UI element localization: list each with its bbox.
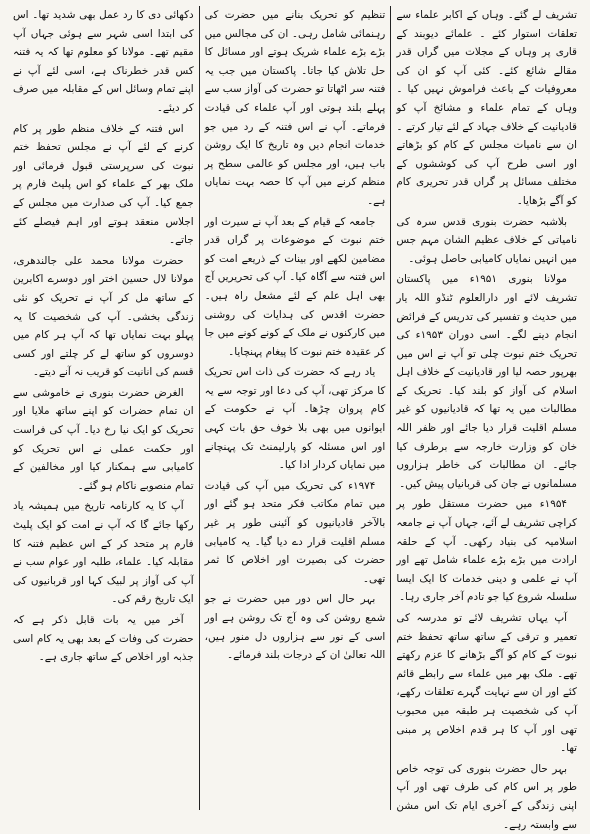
paragraph: حضرت مولانا محمد علی جالندھری، مولانا لال حسین اختر اور دوسرے اکابرین کے ساتھ مل کر آپ نے تحریک کو نئی زندگی بخشی۔ آپ کی شخصیت کا یہ پہلو بہت نمایاں تھا کہ آپ ہر کام میں دوسروں کو ساتھ لے کر چلتے اور کسی قسم کی انانیت کو قریب نہ آنے دیتے۔	[12, 254, 194, 379]
paragraph: مولانا بنوری ۱۹۵۱ء میں پاکستان تشریف لائے اور دارالعلوم ٹنڈو اللہ یار میں حدیث و تفسیر کی تدریس کے فرائض انجام دینے لگے۔ اسی دوران ۱۹۵۳ء کی تحریک ختم نبوت چلی تو آپ نے اس میں بھرپور حصہ لیا اور قادیانیت کے خلاف اہل اسلام کی آواز کو بلند کیا۔ تحریک کے مطالبات میں یہ تھا کہ قادیانیوں کو غیر مسلم اقلیت قرار دیا جائے اور ظفر اللہ خان کو وزارت خارجہ سے برطرف کیا جائے۔ ان مطالبات کی خاطر ہزاروں مسلمانوں نے جان کی قربانیاں پیش کیں۔	[396, 273, 578, 490]
column-left	[8, 6, 200, 810]
paragraph: آخر میں یہ بات قابل ذکر ہے کہ حضرت کی وفات کے بعد بھی یہ کام اسی جذبہ اور اخلاص کے ساتھ جاری ہے۔	[12, 614, 194, 664]
paragraph: تشریف لے گئے۔ وہاں کے اکابر علماء سے تعلقات استوار کئے ۔ علمائے دیوبند کے قاری پر وہاں کے مجلات میں گراں قدر مقالے شائع کئے۔ کئی آپ کو ان کی معروفیات کے باعث فراموش نہیں کیا ۔ وہاں کے تمام علماء و مشائخ آپ کو قادیانیت کے خلاف جہاد کے لئے تیار کرتے ۔ ان سے نامیات مجلس کے کام کو بڑھاتے اور اسی طرح آپ کی کوششوں کے مختلف مسائل پر گراں قدر تحریری کام کو آگے بڑھایا۔	[396, 9, 577, 207]
paragraph: الغرض حضرت بنوری نے خاموشی سے ان تمام حضرات کو اپنے ساتھ ملایا اور تحریک کو ایک نیا رخ دیا۔ آپ کی فراست اور حکمت عملی نے اس تحریک کو کامیابی سے ہمکنار کیا اور مخالفین کے تمام منصوبے ناکام ہو گئے۔	[12, 386, 194, 492]
paragraph: جامعہ کے قیام کے بعد آپ نے سیرت اور ختم نبوت کے موضوعات پر گراں قدر مضامین لکھے اور بینات کے ذریعے امت کو اس فتنہ سے آگاہ کیا۔ آپ کی تحریریں آج بھی اہل علم کے لئے مشعل راہ ہیں۔ حضرت اقدس کی ہدایات کی روشنی میں کارکنوں نے ملک کے کونے کونے میں جا کر عقیدہ ختم نبوت کا پیغام پہنچایا۔	[204, 215, 386, 358]
paragraph: تنظیم کو تحریک بنانے میں حضرت کی رہنمائی شامل رہی۔ ان کی مجالس میں بڑے بڑے علماء شریک ہوتے اور مسائل کا حل تلاش کیا جاتا۔ پاکستان میں جب یہ فتنہ سر اٹھاتا تو حضرت کی آواز سب سے پہلے بلند ہوتی اور آپ علماء کی قیادت فرماتے۔ آپ نے اس فتنہ کے رد میں جو خدمات انجام دیں وہ تاریخ کا ایک روشن باب ہیں، اور مجلس کو عالمی سطح پر منظم کرنے میں آپ کا حصہ بہت نمایاں ہے۔	[204, 9, 386, 207]
paragraph: دکھائی دی کا رد عمل بھی شدید تھا۔ اس کی ابتدا اسی شہر سے ہوئی جہاں آپ مقیم تھے۔ مولانا کو معلوم تھا کہ یہ فتنہ کس قدر خطرناک ہے، اسی لئے آپ نے اپنے تمام وسائل اس کے مقابلہ میں صرف کر دیئے۔	[12, 9, 194, 114]
text-columns	[8, 6, 582, 831]
paragraph: ۱۹۵۴ء میں حضرت مستقل طور پر کراچی تشریف لے آئے، جہاں آپ نے جامعہ اسلامیہ کی بنیاد رکھی۔ آپ کے حلقہ ارادت میں بڑے بڑے علماء شامل تھے اور آپ نے علمی و دینی خدمات کا ایک ایسا سلسلہ شروع کیا جو تادم آخر جاری رہا۔	[396, 498, 577, 604]
paragraph: بلاشبہ حضرت بنوری قدس سرہ کی نامیاتی کے خلاف عظیم الشان مہم جس میں انہیں نمایاں کامیابی حاصل ہوئی۔	[396, 215, 577, 265]
paragraph: ۱۹۷۴ء کی تحریک میں آپ کی قیادت میں تمام مکاتب فکر متحد ہو گئے اور بالآخر قادیانیوں کو آئینی طور پر غیر مسلم اقلیت قرار دے دیا گیا۔ یہ کامیابی حضرت کی بصیرت اور اخلاص کا ثمر تھی۔	[204, 479, 386, 585]
paragraph: اس فتنہ کے خلاف منظم طور پر کام کرنے کے لئے آپ نے مجلس تحفظ ختم نبوت کی سرپرستی قبول فرمائی اور ملک بھر کے علماء کو اس پلیٹ فارم پر جمع کیا۔ آپ کی صدارت میں مجلس کے اجلاس منعقد ہوتے اور اہم فیصلے کئے جاتے۔	[12, 122, 194, 247]
paragraph: آپ یہاں تشریف لائے تو مدرسہ کی تعمیر و ترقی کے ساتھ ساتھ تحفظ ختم نبوت کے کام کو آگے بڑھانے کا عزم رکھتے تھے۔ ملک بھر میں علماء سے رابطے قائم کئے اور ان سے نہایت گہرے تعلقات رکھے، آپ کی شخصیت ہر طبقہ میں محبوب تھی اور آپ کا ہر قدم اخلاص پر مبنی تھا۔	[396, 612, 577, 755]
column-right	[391, 6, 582, 831]
paragraph: یاد رہے کہ حضرت کی ذات اس تحریک کا مرکز تھی، آپ کی دعا اور توجہ سے یہ کام پروان چڑھا۔ آپ نے حکومت کے ایوانوں میں بھی بلا خوف حق بات کہی اور اس مسئلہ کو پارلیمنٹ تک پہنچانے میں نمایاں کردار ادا کیا۔	[204, 366, 386, 472]
column-middle	[200, 6, 392, 810]
paragraph: آپ کا یہ کارنامہ تاریخ میں ہمیشہ یاد رکھا جائے گا کہ آپ نے امت کو ایک پلیٹ فارم پر متحد کر کے اس عظیم فتنہ کا مقابلہ کیا۔ علماء، طلبہ اور عوام سب نے آپ کی آواز پر لبیک کہا اور قربانیوں کی ایک تاریخ رقم کی۔	[12, 500, 194, 606]
paragraph: بہر حال حضرت بنوری کی توجہ خاص طور پر اس کام کی طرف تھی اور آپ اپنی زندگی کے آخری ایام تک اس مشن سے وابستہ رہے۔	[396, 762, 577, 831]
paragraph: بہر حال اس دور میں حضرت نے جو شمع روشن کی وہ آج تک روشن ہے اور اسی کے نور سے ہزاروں دل منور ہیں، اللہ تعالیٰ ان کے درجات بلند فرمائے۔	[204, 593, 386, 662]
